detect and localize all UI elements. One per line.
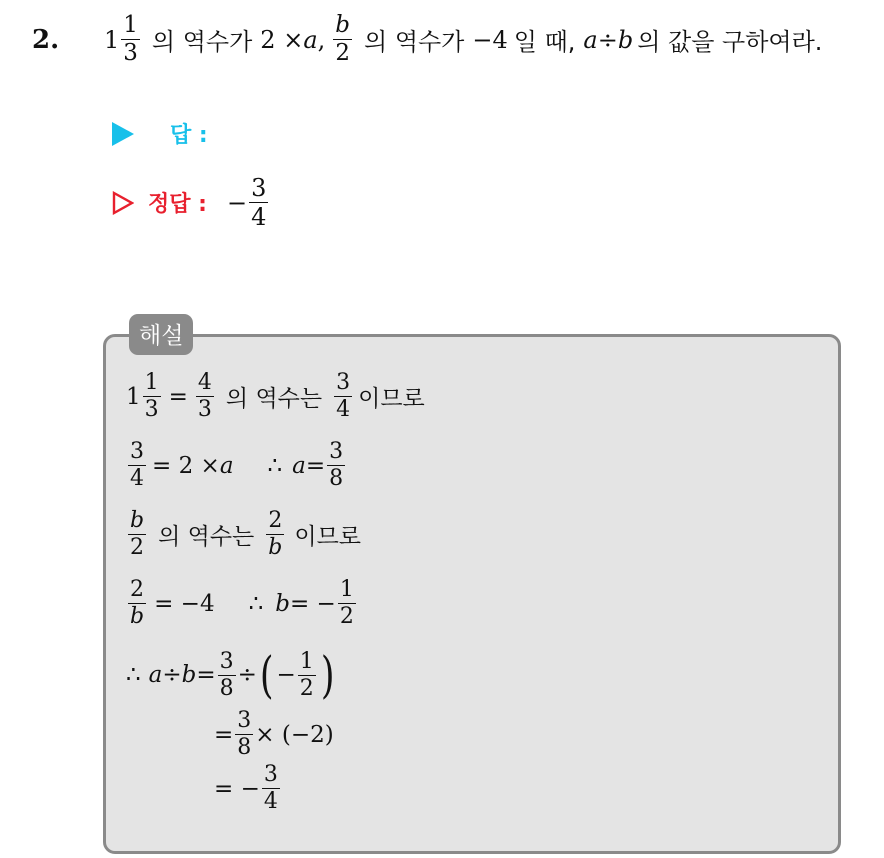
- sol5-b: b: [181, 662, 197, 688]
- b-over-2: $\frac{b}{2}$: [335, 12, 350, 66]
- question-expr-1: 2 ×: [260, 25, 304, 54]
- solution-line-2: [126, 441, 347, 490]
- sol4-eq: = −: [289, 590, 336, 617]
- sol5-frac2: $\frac{1}{2}$: [299, 648, 314, 701]
- sol5-eq: =: [196, 662, 216, 688]
- sol7-eq: = −: [214, 775, 260, 802]
- sol4-b: b: [275, 590, 290, 617]
- sol4-frac2: $\frac{1}{2}$: [339, 577, 354, 629]
- sol7-frac: $\frac{3}{4}$: [263, 762, 278, 814]
- question-text-4: 의 값을 구하여라.: [637, 28, 823, 56]
- sol3-frac2: $\frac{2}{b}$: [268, 508, 283, 560]
- solution-line-3: [126, 510, 361, 559]
- sol4-therefore: ∴: [248, 590, 264, 617]
- sol5-right-paren: ): [320, 646, 335, 704]
- correct-answer-line: [112, 176, 270, 229]
- sol6-frac: $\frac{3}{8}$: [237, 708, 252, 760]
- question-text-1: 의 역수가: [151, 28, 253, 56]
- sol1-frac3: $\frac{3}{4}$: [336, 370, 351, 422]
- sol2-frac2: $\frac{3}{8}$: [329, 439, 344, 491]
- comma: ,: [317, 25, 326, 54]
- answer-minus: −: [226, 188, 248, 217]
- sol1-whole: 1: [126, 383, 141, 410]
- question-expr-2: −4: [472, 25, 508, 54]
- sol5-div: ÷: [237, 662, 257, 688]
- expr3-a: a: [583, 25, 598, 54]
- expr3-op: ÷: [597, 25, 618, 54]
- answer-fraction: $\frac{3}{4}$: [251, 174, 267, 231]
- sol3-text1: 의 역수는: [158, 524, 255, 550]
- question-text-3: 일 때,: [513, 28, 576, 56]
- sol5-minus: −: [276, 662, 296, 688]
- solution-line-4: [126, 579, 358, 628]
- sol2-a2: a: [292, 452, 306, 479]
- sol5-left-paren: (: [259, 646, 274, 704]
- solution-line-7: [214, 764, 282, 813]
- sol1-text2: 이므로: [358, 386, 425, 412]
- question-number: 2.: [32, 24, 60, 55]
- answer-label: 답 :: [170, 123, 208, 148]
- sol6-rest: × (−2): [255, 721, 334, 748]
- sol1-eq: =: [168, 383, 188, 410]
- sol2-a: a: [219, 452, 234, 479]
- sol1-text1: 의 역수는: [225, 386, 323, 412]
- outline-triangle-icon: [112, 191, 134, 215]
- sol5-op: ÷: [162, 662, 182, 688]
- sol1-frac1: $\frac{1}{3}$: [144, 370, 159, 422]
- filled-triangle-icon: [112, 122, 134, 146]
- solution-line-5: [126, 646, 337, 704]
- correct-answer-label: 정답 :: [148, 192, 207, 217]
- sol6-eq: =: [214, 721, 234, 748]
- correct-answer-value: [227, 176, 270, 229]
- expr3-b: b: [617, 25, 634, 54]
- solution-line-6: [214, 710, 334, 759]
- question-text-2: 의 역수가: [364, 28, 465, 56]
- sol1-frac2: $\frac{4}{3}$: [197, 370, 212, 422]
- var-a: a: [303, 25, 318, 54]
- sol2-frac1: $\frac{3}{4}$: [130, 439, 144, 491]
- question-line: [32, 14, 822, 65]
- sol5-therefore: ∴: [126, 662, 141, 688]
- mixed-whole: 1: [104, 25, 120, 54]
- sol5-frac1: $\frac{3}{8}$: [219, 648, 234, 701]
- sol3-text2: 이므로: [294, 524, 362, 550]
- answer-line: [112, 118, 208, 149]
- mixed-fraction: $\frac{1}{3}$: [123, 12, 138, 66]
- sol2-therefore: ∴: [267, 452, 283, 479]
- sol2-expr: = 2 ×: [152, 452, 220, 479]
- sol5-a: a: [148, 662, 163, 688]
- sol4-frac1: $\frac{2}{b}$: [130, 577, 145, 629]
- solution-line-1: [126, 372, 425, 421]
- sol3-frac1: $\frac{b}{2}$: [130, 508, 145, 560]
- solution-title: 해설: [129, 314, 193, 355]
- sol4-expr: = −4: [154, 590, 215, 617]
- sol2-eq: =: [305, 452, 326, 479]
